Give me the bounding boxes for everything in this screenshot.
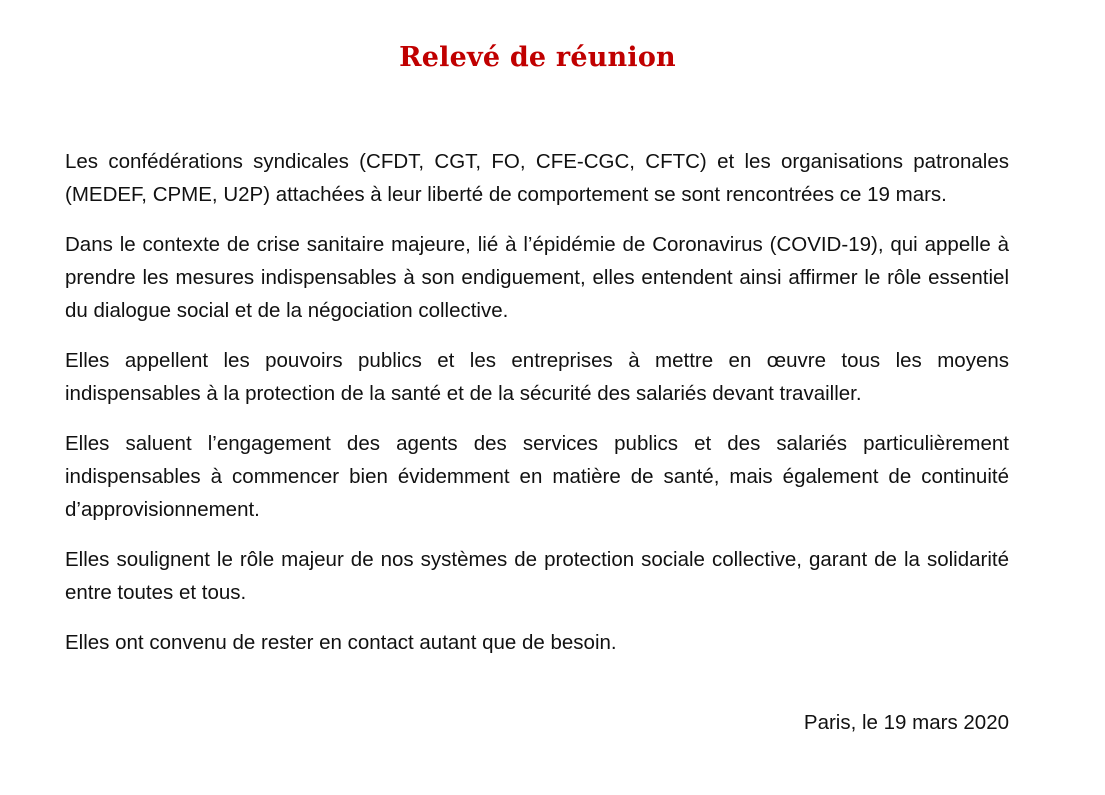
paragraph-call-to-protect-workers: Elles appellent les pouvoirs publics et les entreprises à mettre en œuvre tous les moyens indispensables à la protection de la santé et de la sécurité des salariés devant travailler.	[65, 349, 1009, 405]
paragraph-health-crisis-context: Dans le contexte de crise sanitaire majeure, lié à l’épidémie de Coronavirus (COVID-19), qui appelle à prendre les mesures indispensables à son endiguement, elles entendent ainsi affirmer le rôle essentiel du dialogue social et de la négociation collective.	[65, 233, 1009, 322]
document-signature: Paris, le 19 mars 2020	[803, 711, 1009, 734]
paragraph-meeting-participants: Les confédérations syndicales (CFDT, CGT, FO, CFE-CGC, CFTC) et les organisations patronales (MEDEF, CPME, U2P) attachées à leur liberté de comportement se sont rencontrées ce 19 mars.	[65, 150, 1009, 206]
document-title: Relevé de réunion	[399, 42, 676, 73]
paragraph-stay-in-contact: Elles ont convenu de rester en contact autant que de besoin.	[65, 631, 617, 654]
document-body	[65, 145, 1009, 676]
paragraph-salute-public-agents: Elles saluent l’engagement des agents des services publics et des salariés particulièrement indispensables à commencer bien évidemment en matière de santé, mais également de continuité d’approvisionnement.	[65, 432, 1009, 521]
paragraph-social-protection: Elles soulignent le rôle majeur de nos systèmes de protection sociale collective, garant de la solidarité entre toutes et tous.	[65, 548, 1009, 604]
